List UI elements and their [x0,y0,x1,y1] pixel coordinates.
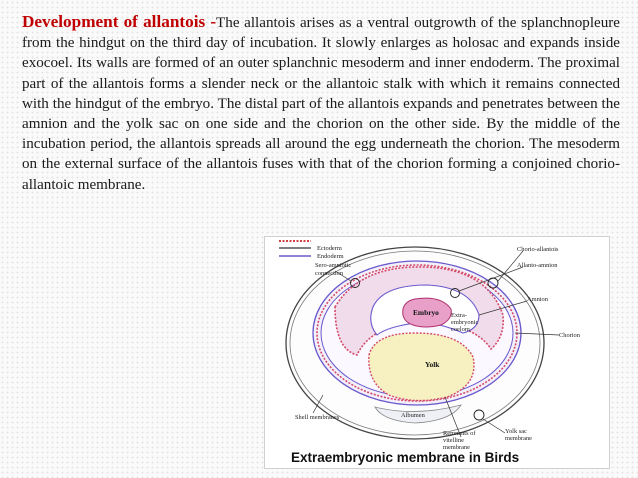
legend-ectoderm-label: Ectoderm [317,245,342,252]
label-embryo: Embryo [413,308,439,317]
label-extra-coelom-3: coelom [451,326,470,333]
label-remnants-1: Remnants of [443,430,476,437]
slide-heading: Development of allantois - [22,12,217,31]
label-sero-amniotic-1: Sero-amniotic [315,262,352,269]
label-yolk: Yolk [425,360,440,369]
figure-caption: Extraembryonic membrane in Birds [291,450,520,465]
label-sero-amniotic-2: connection [315,270,344,277]
yolk-sac [369,333,474,401]
label-extra-coelom-1: Extra- [451,312,467,319]
label-albumen: Albumen [401,412,425,419]
label-amnion: Amnion [527,296,548,303]
label-chorio-allantois: Chorio-allantois [517,246,559,253]
label-remnants-3: membrane [443,444,470,451]
figure-diagram [265,237,609,468]
extraembryonic-membrane-figure [264,236,610,469]
label-allanto-amnion: Allanto-amnion [517,262,558,269]
label-shell-membranes: Shell membranes [295,414,340,421]
label-yolk-sac-membrane-2: membrane [505,435,532,442]
label-remnants-2: vitelline [443,437,464,444]
label-yolk-sac-membrane-1: Yolk sac [505,428,527,435]
slide-paragraph [22,12,620,195]
label-chorion: Chorion [559,332,580,339]
legend-endoderm-label: Endoderm [317,253,344,260]
slide-body: The allantois arises as a ventral outgrowth of the splanchnopleure from the hindgut on the third day of incubation. It slowly enlarges as holosac and expands inside exocoel. Its walls are formed of an outer splanchnic mesoderm and inner endoderm. The proximal part of the allantois forms a slender neck or the allantoic stalk with which it remains connected with the hindgut of the embryo. The distal part of the allantois expands and penetrates between the amnion and the yolk sac on one side and the chorion on the other side. By the middle of the incubation period, the allantois spreads all around the egg underneath the chorion. The mesoderm on the external surface of the allantois fuses with that of the chorion forming a conjoined chorio-allantoic membrane. [22,15,620,193]
leader-yolk-sac-membrane [483,419,505,433]
label-extra-coelom-2: embryonic [451,319,479,326]
